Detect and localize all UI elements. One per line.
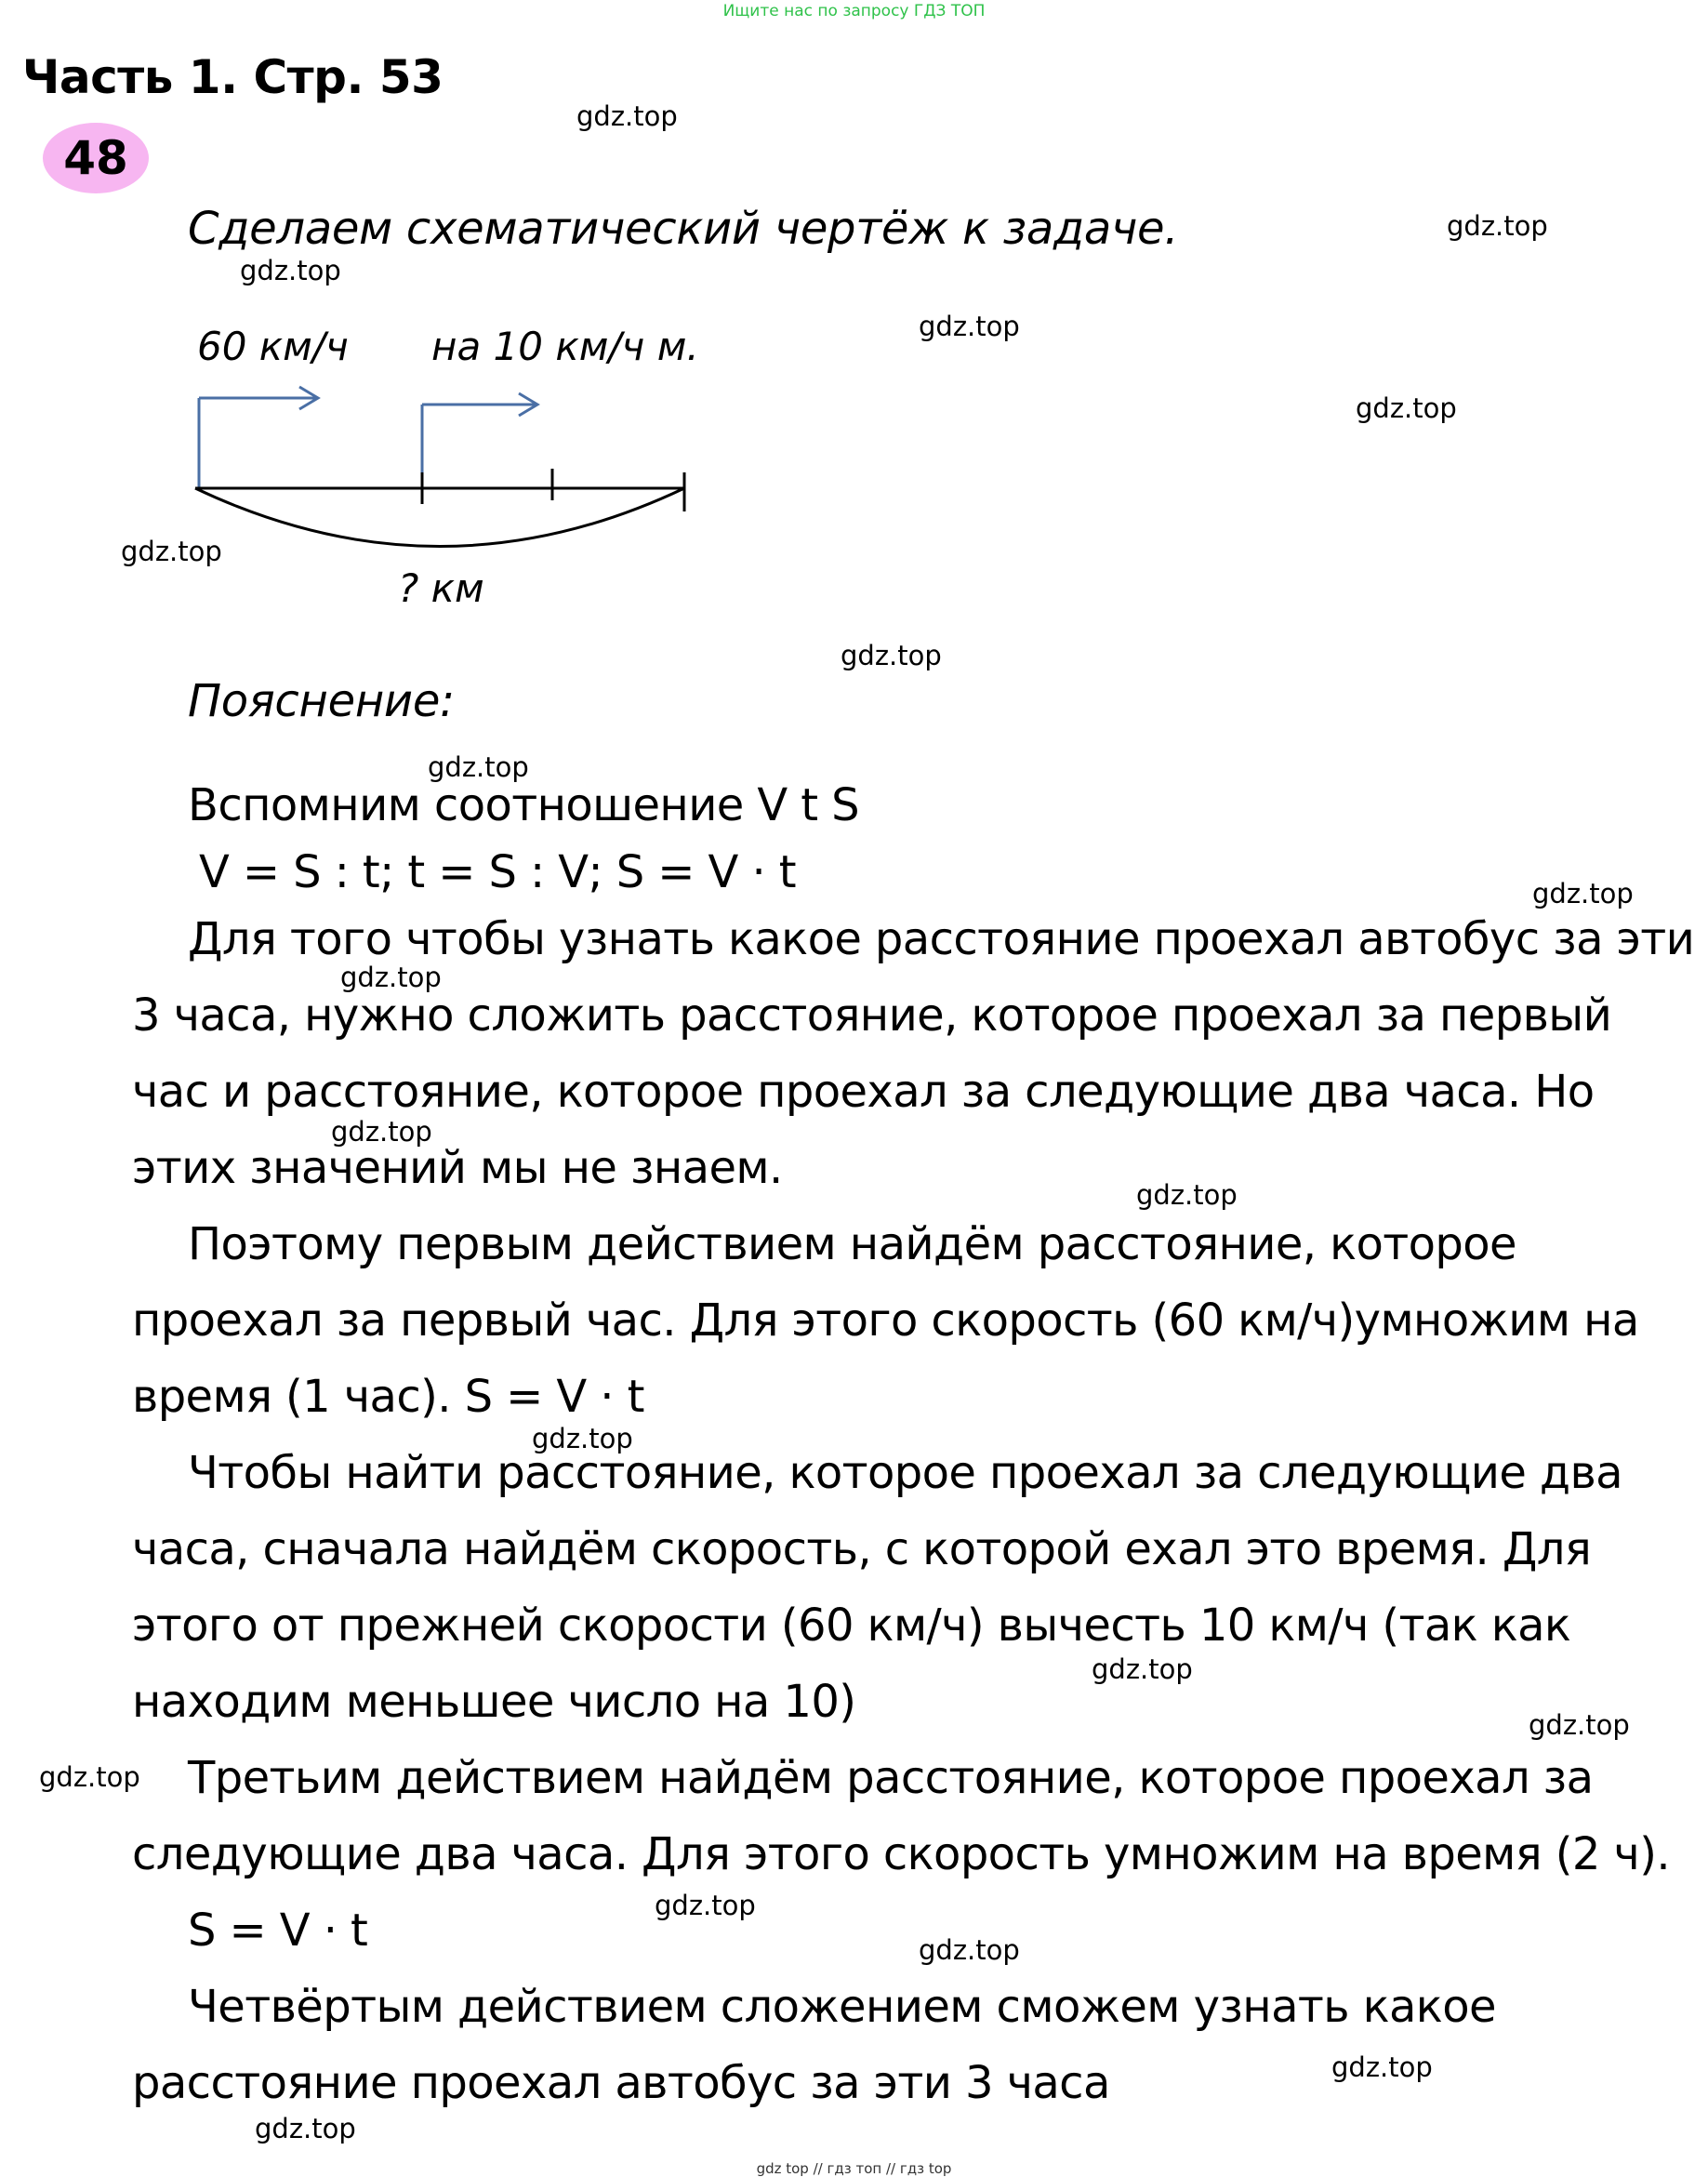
text-line: расстояние проехал автобус за эти 3 часа <box>132 2057 1110 2109</box>
watermark: gdz.top <box>255 2113 356 2144</box>
watermark: gdz.top <box>428 751 529 783</box>
intro-text: Сделаем схематический чертёж к задаче. <box>188 203 1179 255</box>
top-banner: Ищите нас по запросу ГДЗ ТОП <box>722 2 986 20</box>
text-line: находим меньшее число на 10) <box>132 1676 856 1728</box>
watermark: gdz.top <box>1331 2051 1433 2083</box>
text-line: часа, сначала найдём скорость, с которой ехал это время. Для <box>132 1523 1592 1575</box>
watermark: gdz.top <box>1136 1179 1238 1211</box>
watermark: gdz.top <box>532 1423 633 1454</box>
watermark: gdz.top <box>39 1761 140 1793</box>
watermark: gdz.top <box>1532 878 1634 909</box>
formula-line: S = V · t <box>188 1905 368 1957</box>
text-line: этого от прежней скорости (60 км/ч) вычесть 10 км/ч (так как <box>132 1600 1571 1652</box>
watermark: gdz.top <box>1529 1709 1630 1741</box>
text-line: Поэтому первым действием найдём расстояние, которое <box>188 1218 1516 1270</box>
text-line: время (1 час). S = V · t <box>132 1371 644 1423</box>
schematic-diagram <box>177 372 697 558</box>
text-line: Четвёртым действием сложением сможем узнать какое <box>188 1981 1496 2033</box>
arrow-next-hours <box>422 393 537 488</box>
watermark: gdz.top <box>331 1116 432 1148</box>
watermark: gdz.top <box>841 640 942 671</box>
text-line: этих значений мы не знаем. <box>132 1142 783 1194</box>
text-line: Чтобы найти расстояние, которое проехал за следующие два <box>188 1447 1622 1499</box>
text-line: Третьим действием найдём расстояние, которое проехал за <box>188 1752 1594 1804</box>
watermark: gdz.top <box>121 536 222 567</box>
watermark: gdz.top <box>576 100 678 132</box>
text-line: следующие два часа. Для этого скорость умножим на время (2 ч). <box>132 1828 1670 1880</box>
text-line: час и расстояние, которое проехал за следующие два часа. Но <box>132 1066 1595 1118</box>
text-line: Вспомним соотношение V t S <box>188 779 860 831</box>
watermark: gdz.top <box>240 255 341 286</box>
watermark: gdz.top <box>919 311 1020 342</box>
text-line: проехал за первый час. Для этого скорость (60 км/ч)умножим на <box>132 1294 1639 1347</box>
explanation-heading: Пояснение: <box>188 675 455 727</box>
speed-label-first: 60 км/ч <box>197 324 349 369</box>
watermark: gdz.top <box>1356 392 1457 424</box>
watermark: gdz.top <box>1092 1653 1193 1685</box>
formula-line: V = S : t; t = S : V; S = V · t <box>199 846 796 898</box>
footer-text: gdz top // гдз топ // гдз top <box>756 2160 952 2177</box>
arrow-first-hour <box>199 387 318 488</box>
text-line: 3 часа, нужно сложить расстояние, которое проехал за первый <box>132 989 1612 1042</box>
distance-label: ? км <box>398 565 484 611</box>
watermark: gdz.top <box>1447 210 1548 242</box>
watermark: gdz.top <box>340 962 442 993</box>
text-line: Для того чтобы узнать какое расстояние проехал автобус за эти <box>188 913 1695 965</box>
watermark: gdz.top <box>919 1934 1020 1966</box>
distance-brace <box>195 488 684 547</box>
page-title: Часть 1. Стр. 53 <box>22 50 444 104</box>
speed-label-second: на 10 км/ч м. <box>431 324 699 369</box>
task-number: 48 <box>63 131 128 185</box>
watermark: gdz.top <box>655 1890 756 1921</box>
